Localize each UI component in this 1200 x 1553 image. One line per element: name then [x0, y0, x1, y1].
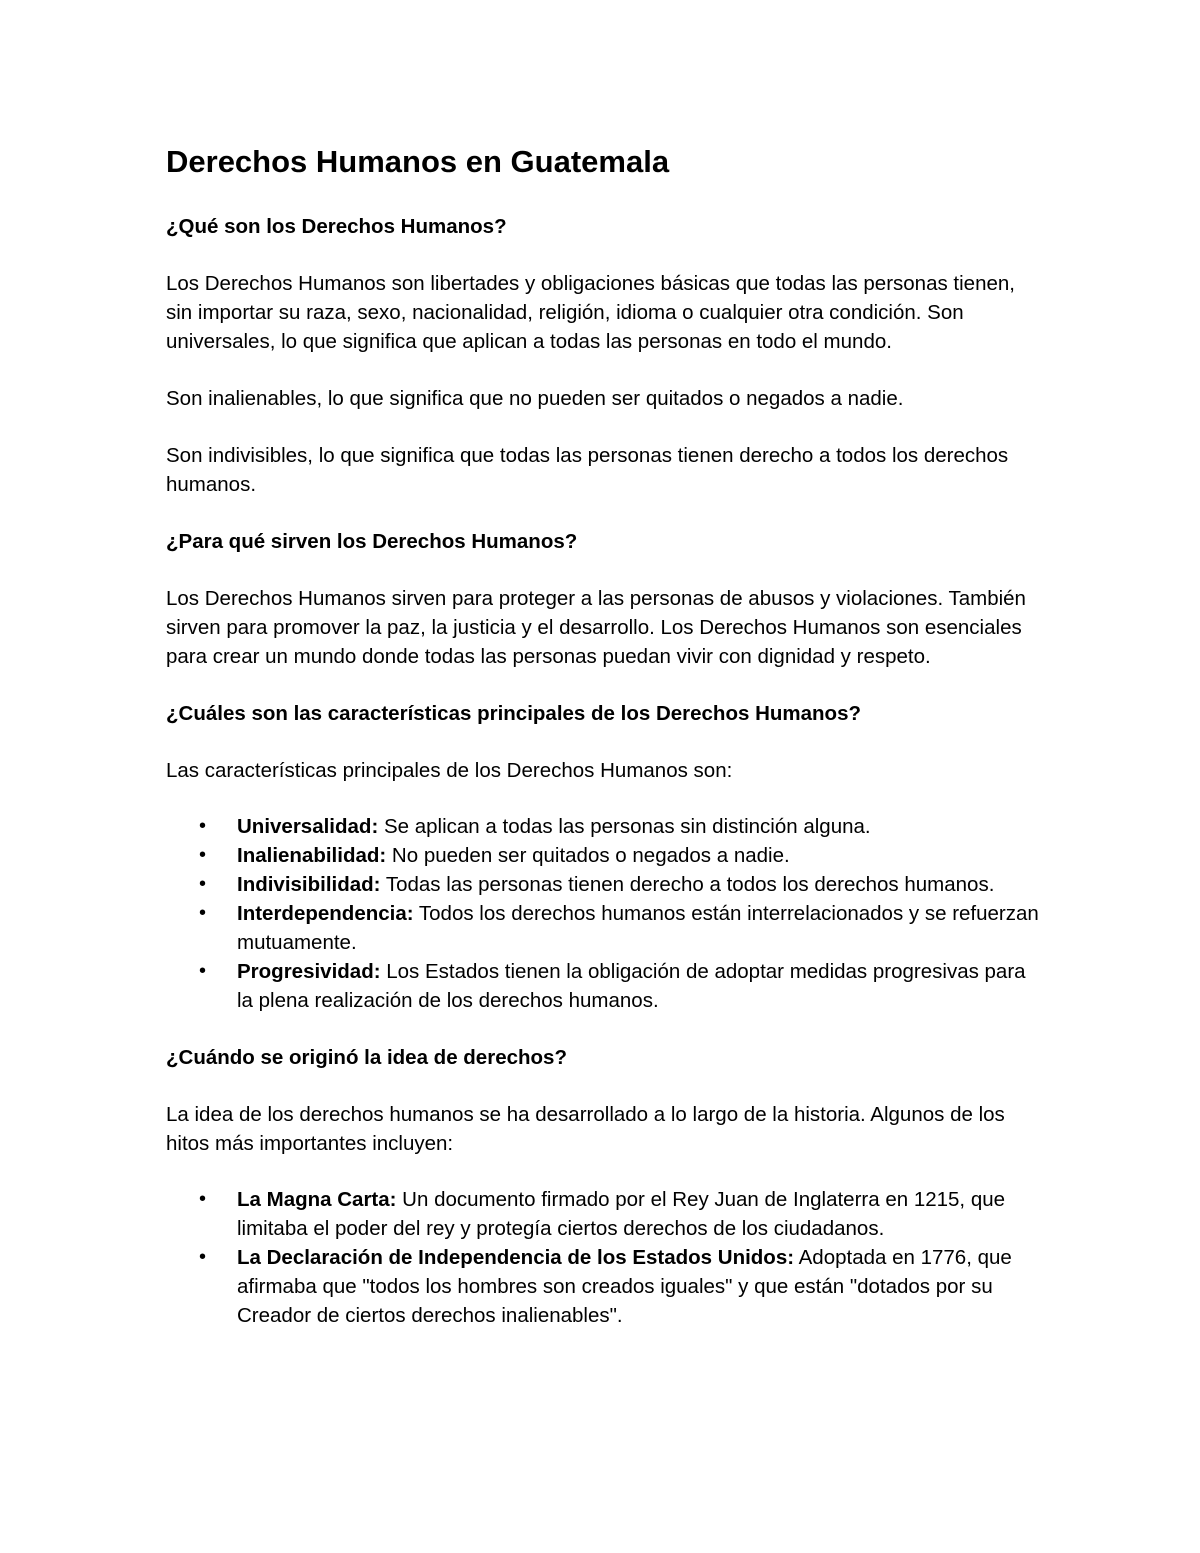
list-item-text: Un documento firmado por el Rey Juan de Inglaterra en 1215, que limitaba el poder del rey y protegía ciertos derechos de los ciudadanos. — [237, 1188, 1006, 1240]
document-title: Derechos Humanos en Guatemala — [166, 144, 670, 179]
paragraph: Son inalienables, lo que significa que no pueden ser quitados o negados a nadie. — [166, 387, 904, 410]
list-item — [166, 1243, 1042, 1330]
list-item-term: Inalienabilidad: — [237, 844, 387, 867]
list-item-text: Los Estados tienen la obligación de adoptar medidas progresivas para la plena realización de los derechos humanos. — [237, 960, 1026, 1012]
paragraph: Las características principales de los Derechos Humanos son: — [166, 759, 733, 782]
list-item-term: La Magna Carta: — [237, 1188, 397, 1211]
list-item — [166, 899, 1042, 957]
document-page — [166, 140, 1046, 1330]
bullet-icon: • — [199, 844, 207, 866]
list-item-text: Se aplican a todas las personas sin distinción alguna. — [378, 815, 871, 838]
list-item-term: Interdependencia: — [237, 902, 414, 925]
list-item-text: Todos los derechos humanos están interrelacionados y se refuerzan mutuamente. — [237, 902, 1039, 954]
paragraph: La idea de los derechos humanos se ha desarrollado a lo largo de la historia. Algunos de los hitos más importantes incluyen: — [166, 1103, 1005, 1155]
bullet-icon: • — [199, 815, 207, 837]
milestones-list — [166, 1185, 1046, 1330]
list-item-text: Adoptada en 1776, que afirmaba que "todos los hombres son creados iguales" y que están "dotados por su Creador de ciertos derechos inalienables". — [237, 1246, 1012, 1327]
list-item — [166, 841, 1042, 870]
list-item — [166, 870, 1042, 899]
bullet-icon: • — [199, 873, 207, 895]
list-item-term: Universalidad: — [237, 815, 379, 838]
list-item-term: Indivisibilidad: — [237, 873, 381, 896]
bullet-icon: • — [199, 960, 207, 982]
section-heading-para-que: ¿Para qué sirven los Derechos Humanos? — [166, 530, 578, 553]
paragraph: Los Derechos Humanos sirven para proteger a las personas de abusos y violaciones. También sirven para promover la paz, la justicia y el desarrollo. Los Derechos Humanos son esenciales para crear un mundo donde todas las personas puedan vivir con dignidad y respeto. — [166, 587, 1026, 668]
list-item — [166, 957, 1042, 1015]
list-item — [166, 1185, 1042, 1243]
section-heading-que-son: ¿Qué son los Derechos Humanos? — [166, 215, 507, 238]
list-item-term: Progresividad: — [237, 960, 381, 983]
paragraph: Los Derechos Humanos son libertades y obligaciones básicas que todas las personas tienen, sin importar su raza, sexo, nacionalidad, religión, idioma o cualquier otra condición. Son universales, lo que significa que aplican a todas las personas en todo el mundo. — [166, 272, 1015, 353]
characteristics-list — [166, 812, 1046, 1015]
paragraph: Son indivisibles, lo que significa que todas las personas tienen derecho a todos los derechos humanos. — [166, 444, 1009, 496]
bullet-icon: • — [199, 1188, 207, 1210]
section-heading-caracteristicas: ¿Cuáles son las características principales de los Derechos Humanos? — [166, 702, 861, 725]
list-item-term: La Declaración de Independencia de los Estados Unidos: — [237, 1246, 795, 1269]
list-item-text: Todas las personas tienen derecho a todos los derechos humanos. — [380, 873, 995, 896]
list-item-text: No pueden ser quitados o negados a nadie. — [386, 844, 790, 867]
section-heading-origen: ¿Cuándo se originó la idea de derechos? — [166, 1046, 567, 1069]
bullet-icon: • — [199, 902, 207, 924]
bullet-icon: • — [199, 1246, 207, 1268]
list-item — [166, 812, 1042, 841]
